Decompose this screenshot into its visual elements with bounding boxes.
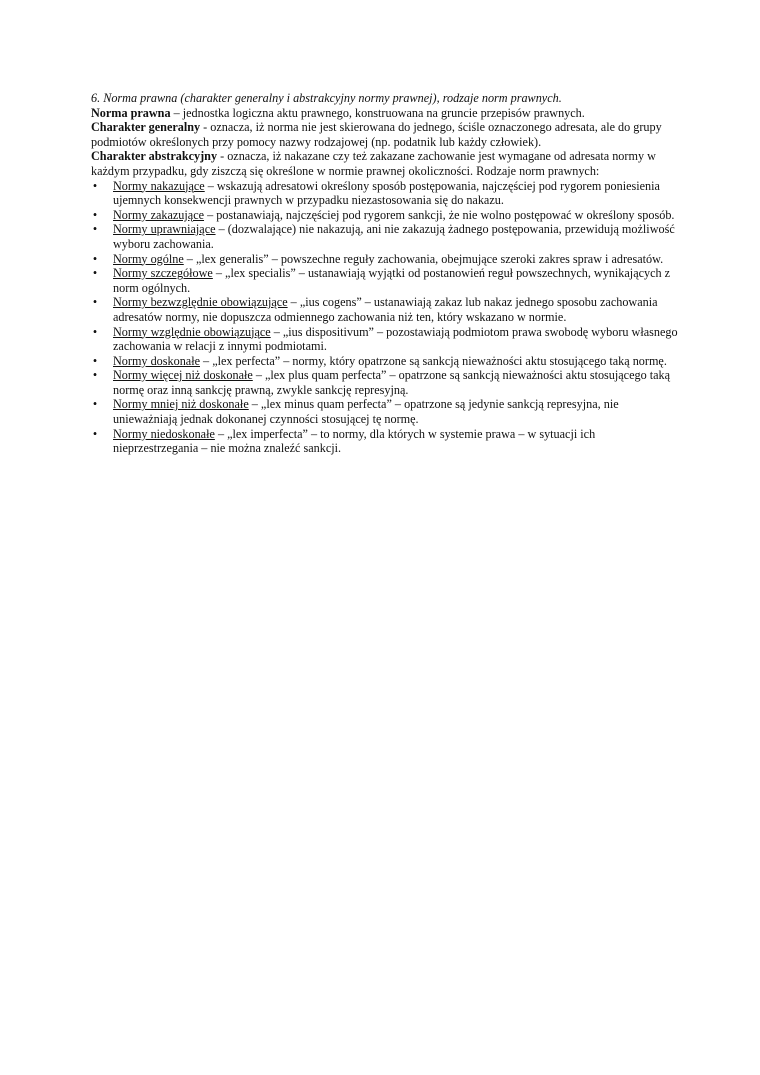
norm-description: – „lex perfecta” – normy, który opatrzone są sankcją nieważności aktu stosującego taką normę. <box>200 353 667 368</box>
list-item <box>91 266 681 295</box>
bullet-icon: • <box>92 222 98 237</box>
list-item <box>91 295 681 324</box>
list-item <box>91 252 681 267</box>
norm-description: – „ius dispositivum” – pozostawiają podmiotom prawa swobodę wyboru własnego zachowania w relacji z innymi podmiotami. <box>113 324 678 354</box>
norm-description: – „lex specialis” – ustanawiają wyjątki od postanowień reguł powszechnych, wynikających z norm ogólnych. <box>113 266 671 295</box>
list-item <box>91 354 681 369</box>
norm-term: Normy zakazujące <box>113 207 205 222</box>
norm-description: – „lex minus quam perfecta” – opatrzone są jedynie sankcją represyjna, nie unieważniają jednak dokonanej czynności stosującej tę normę. <box>113 397 619 427</box>
norm-term: Normy ogólne <box>113 251 184 266</box>
bullet-icon: • <box>92 368 98 383</box>
definition-term: Charakter generalny <box>91 120 201 135</box>
bullet-icon: • <box>92 353 98 368</box>
definition-term: Charakter abstrakcyjny <box>91 149 218 164</box>
bullet-icon: • <box>92 251 98 266</box>
bullet-icon: • <box>92 266 98 281</box>
norm-description: – „ius cogens” – ustanawiają zakaz lub nakaz jednego sposobu zachowania adresatów normy, nie dopuszcza odmiennego zachowania niż ten, który wskazano w normie. <box>113 295 658 324</box>
bullet-icon: • <box>92 426 98 441</box>
norm-term: Normy względnie obowiązujące <box>113 324 271 339</box>
norm-description: – (dozwalające) nie nakazują, ani nie zakazują żadnego postępowania, przewidują możliwość wyboru zachowania. <box>113 222 675 251</box>
bullet-icon: • <box>92 295 98 310</box>
definition-norma-prawna <box>91 106 681 121</box>
section-heading: 6. Norma prawna (charakter generalny i abstrakcyjny normy prawnej), rodzaje norm prawnych. <box>91 91 562 105</box>
norm-term: Normy uprawniające <box>113 222 216 237</box>
norm-term: Normy nakazujące <box>113 178 205 193</box>
list-item <box>91 397 681 426</box>
norm-description: – wskazują adresatowi określony sposób postępowania, najczęściej pod rygorem poniesienia ujemnych konsekwencji prawnych w przypadku niezastosowania się do nakazu. <box>113 178 660 208</box>
bullet-icon: • <box>92 207 98 222</box>
definition-charakter-abstrakcyjny <box>91 149 681 178</box>
list-item <box>91 368 681 397</box>
norm-term: Normy więcej niż doskonałe <box>113 368 253 383</box>
norm-types-list <box>91 179 681 456</box>
definition-term: Norma prawna <box>91 105 171 120</box>
norm-description: – „lex imperfecta” – to normy, dla których w systemie prawa – w sytuacji ich nieprzestrzegania – nie można znaleźć sankcji. <box>113 426 596 456</box>
list-item <box>91 325 681 354</box>
bullet-icon: • <box>92 324 98 339</box>
norm-term: Normy mniej niż doskonałe <box>113 397 249 412</box>
norm-term: Normy bezwzględnie obowiązujące <box>113 295 288 310</box>
norm-description: – postanawiają, najczęściej pod rygorem sankcji, że nie wolno postępować w określony sposób. <box>204 207 675 222</box>
list-item <box>91 179 681 208</box>
document-page <box>91 91 681 456</box>
definition-text: - oznacza, iż norma nie jest skierowana do jednego, ściśle oznaczonego adresata, ale do grupy podmiotów określonych przy pomocy nazwy rodzajowej (np. podatnik lub każdy człowiek). <box>91 120 662 149</box>
norm-term: Normy szczegółowe <box>113 266 213 281</box>
definition-charakter-generalny <box>91 120 681 149</box>
list-item <box>91 222 681 251</box>
definition-text: - oznacza, iż nakazane czy też zakazane zachowanie jest wymagane od adresata normy w każdym przypadku, gdy ziszczą się określone w normie prawnej okoliczności. Rodzaje norm prawnych: <box>91 149 656 178</box>
norm-term: Normy doskonałe <box>113 353 200 368</box>
norm-term: Normy niedoskonałe <box>113 426 215 441</box>
list-item <box>91 427 681 456</box>
definition-text: – jednostka logiczna aktu prawnego, konstruowana na gruncie przepisów prawnych. <box>170 105 585 120</box>
bullet-icon: • <box>92 178 98 193</box>
norm-description: – „lex plus quam perfecta” – opatrzone są sankcją nieważności aktu stosującego taką normę oraz inną sankcję prawną, zwykle sankcję represyjną. <box>113 368 671 397</box>
bullet-icon: • <box>92 397 98 412</box>
norm-description: – „lex generalis” – powszechne reguły zachowania, obejmujące szeroki zakres spraw i adresatów. <box>183 251 664 266</box>
list-item <box>91 208 681 223</box>
